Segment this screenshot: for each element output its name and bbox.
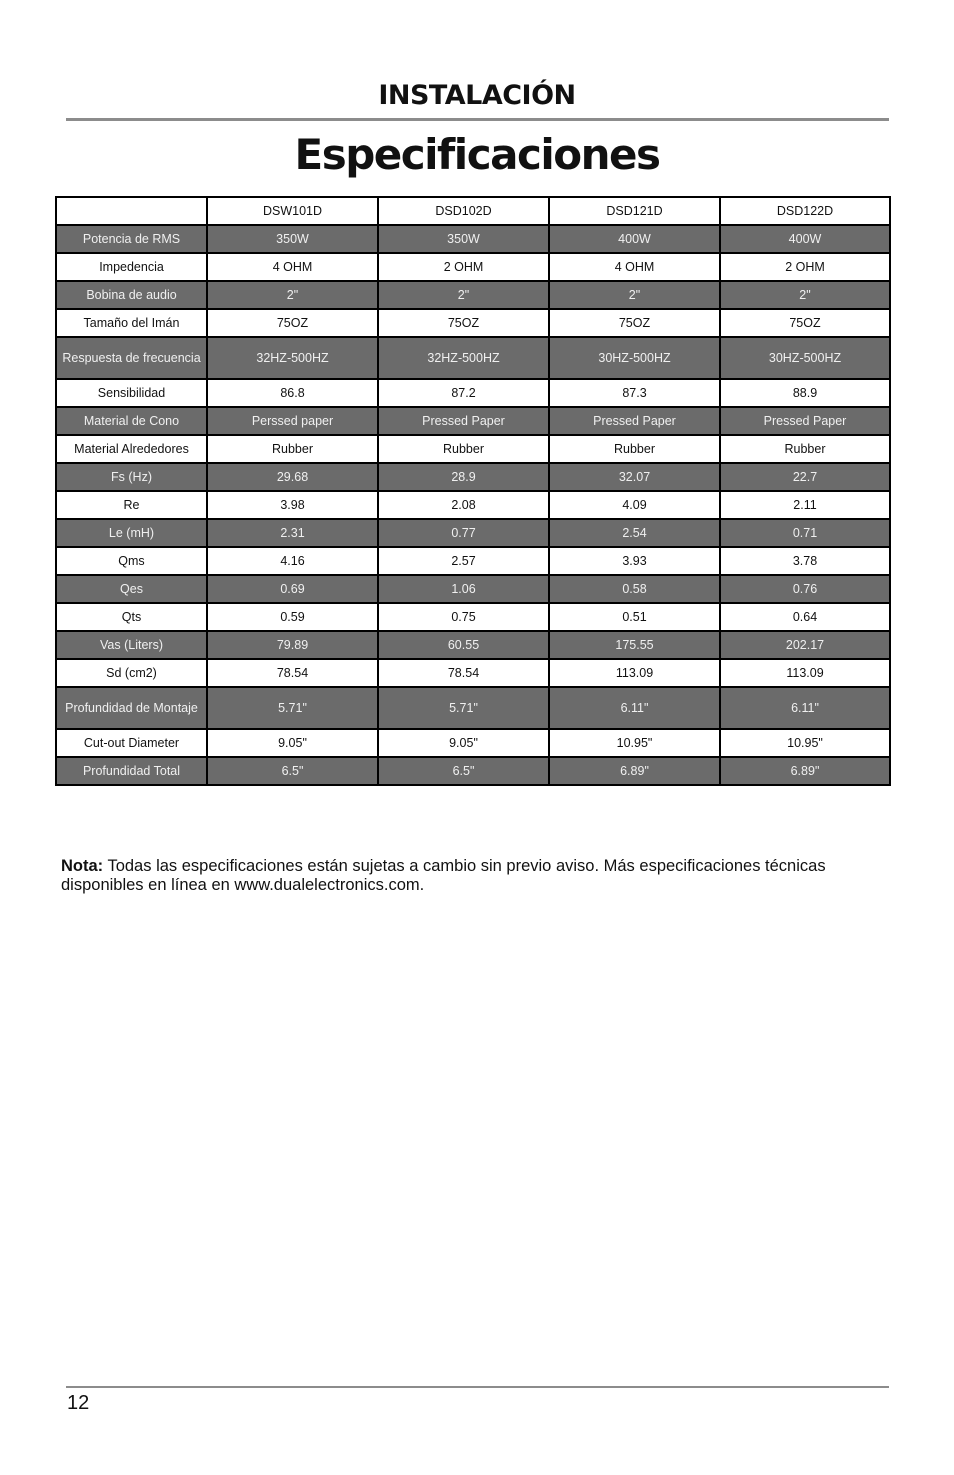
table-cell: 6.11"	[720, 687, 890, 729]
header-cell	[56, 197, 207, 225]
table-cell: Pressed Paper	[720, 407, 890, 435]
table-cell: 32HZ-500HZ	[378, 337, 549, 379]
row-label: Material Alrededores	[56, 435, 207, 463]
row-label: Le (mH)	[56, 519, 207, 547]
table-cell: 4.09	[549, 491, 720, 519]
table-row	[56, 491, 890, 519]
table-cell: Pressed Paper	[378, 407, 549, 435]
row-label: Respuesta de frecuencia	[56, 337, 207, 379]
table-row	[56, 687, 890, 729]
table-row	[56, 337, 890, 379]
table-cell: 0.51	[549, 603, 720, 631]
row-label: Qms	[56, 547, 207, 575]
row-label: Qes	[56, 575, 207, 603]
table-row	[56, 435, 890, 463]
table-cell: 75OZ	[207, 309, 378, 337]
table-cell: 1.06	[378, 575, 549, 603]
table-cell: 6.5"	[207, 757, 378, 785]
table-cell: 0.71	[720, 519, 890, 547]
table-row	[56, 729, 890, 757]
table-cell: 0.64	[720, 603, 890, 631]
table-row	[56, 281, 890, 309]
table-cell: 29.68	[207, 463, 378, 491]
table-cell: 350W	[378, 225, 549, 253]
row-label: Qts	[56, 603, 207, 631]
note	[61, 857, 861, 895]
table-cell: 78.54	[378, 659, 549, 687]
page-title: Especificaciones	[294, 130, 660, 179]
table-row	[56, 225, 890, 253]
table-cell: 2.31	[207, 519, 378, 547]
table-cell: 2.11	[720, 491, 890, 519]
table-cell: 87.2	[378, 379, 549, 407]
table-cell: 400W	[549, 225, 720, 253]
table-cell: 60.55	[378, 631, 549, 659]
table-cell: 0.59	[207, 603, 378, 631]
table-row	[56, 463, 890, 491]
table-row	[56, 379, 890, 407]
table-cell: 2 OHM	[720, 253, 890, 281]
table-cell: 0.76	[720, 575, 890, 603]
header-cell-model: DSD121D	[549, 197, 720, 225]
note-label: Nota:	[61, 857, 104, 875]
row-label: Potencia de RMS	[56, 225, 207, 253]
table-cell: 113.09	[720, 659, 890, 687]
table-cell: 2"	[378, 281, 549, 309]
table-cell: 4 OHM	[207, 253, 378, 281]
table-row	[56, 659, 890, 687]
table-header-row	[56, 197, 890, 225]
table-cell: Rubber	[378, 435, 549, 463]
specifications-table	[55, 196, 891, 786]
table-cell: 30HZ-500HZ	[720, 337, 890, 379]
table-cell: 32.07	[549, 463, 720, 491]
table-cell: 30HZ-500HZ	[549, 337, 720, 379]
table-cell: 22.7	[720, 463, 890, 491]
table-cell: 86.8	[207, 379, 378, 407]
table-cell: 400W	[720, 225, 890, 253]
table-cell: 350W	[207, 225, 378, 253]
table-cell: 32HZ-500HZ	[207, 337, 378, 379]
table-cell: Rubber	[720, 435, 890, 463]
row-label: Material de Cono	[56, 407, 207, 435]
table-row	[56, 253, 890, 281]
table-cell: 202.17	[720, 631, 890, 659]
table-row	[56, 309, 890, 337]
table-cell: Rubber	[207, 435, 378, 463]
table-cell: 75OZ	[720, 309, 890, 337]
table-cell: 113.09	[549, 659, 720, 687]
table-cell: 6.11"	[549, 687, 720, 729]
table-cell: 2.08	[378, 491, 549, 519]
table-cell: 3.98	[207, 491, 378, 519]
row-label: Sensibilidad	[56, 379, 207, 407]
table-row	[56, 407, 890, 435]
table-cell: 5.71"	[378, 687, 549, 729]
row-label: Cut-out Diameter	[56, 729, 207, 757]
table-cell: 87.3	[549, 379, 720, 407]
row-label: Profundidad de Montaje	[56, 687, 207, 729]
table-cell: 79.89	[207, 631, 378, 659]
table-cell: 10.95"	[549, 729, 720, 757]
row-label: Bobina de audio	[56, 281, 207, 309]
table-cell: 6.5"	[378, 757, 549, 785]
table-row	[56, 547, 890, 575]
table-cell: 0.77	[378, 519, 549, 547]
footer-divider	[66, 1386, 889, 1388]
table-cell: 2"	[207, 281, 378, 309]
table-cell: 10.95"	[720, 729, 890, 757]
table-cell: 0.58	[549, 575, 720, 603]
row-label: Tamaño del Imán	[56, 309, 207, 337]
table-cell: 78.54	[207, 659, 378, 687]
page-number: 12	[67, 1392, 90, 1414]
header-cell-model: DSD122D	[720, 197, 890, 225]
table-cell: 6.89"	[720, 757, 890, 785]
header-cell-model: DSD102D	[378, 197, 549, 225]
note-text: Todas las especificaciones están sujetas a cambio sin previo aviso. Más especificaciones técnicas disponibles en línea en www.dualelectronics.com.	[61, 857, 826, 894]
table-row	[56, 519, 890, 547]
table-cell: 3.78	[720, 547, 890, 575]
table-cell: 4.16	[207, 547, 378, 575]
row-label: Vas (Liters)	[56, 631, 207, 659]
header-divider	[66, 118, 889, 121]
table-cell: 2"	[549, 281, 720, 309]
table-cell: 2.54	[549, 519, 720, 547]
table-cell: 28.9	[378, 463, 549, 491]
table-cell: 2"	[720, 281, 890, 309]
table-cell: 9.05"	[378, 729, 549, 757]
table-cell: Rubber	[549, 435, 720, 463]
section-title: INSTALACIÓN	[378, 80, 576, 111]
table-cell: 0.75	[378, 603, 549, 631]
row-label: Profundidad Total	[56, 757, 207, 785]
row-label: Sd (cm2)	[56, 659, 207, 687]
row-label: Impedencia	[56, 253, 207, 281]
table-cell: 88.9	[720, 379, 890, 407]
table-row	[56, 603, 890, 631]
row-label: Re	[56, 491, 207, 519]
table-cell: 75OZ	[549, 309, 720, 337]
table-row	[56, 575, 890, 603]
table-row	[56, 757, 890, 785]
table-cell: 3.93	[549, 547, 720, 575]
table-cell: 175.55	[549, 631, 720, 659]
row-label: Fs (Hz)	[56, 463, 207, 491]
table-cell: 2 OHM	[378, 253, 549, 281]
table-cell: 4 OHM	[549, 253, 720, 281]
table-row	[56, 631, 890, 659]
table-cell: 5.71"	[207, 687, 378, 729]
table-cell: 6.89"	[549, 757, 720, 785]
table-cell: 75OZ	[378, 309, 549, 337]
table-cell: 0.69	[207, 575, 378, 603]
header-cell-model: DSW101D	[207, 197, 378, 225]
specifications-table-body	[56, 197, 890, 785]
table-cell: 2.57	[378, 547, 549, 575]
table-cell: 9.05"	[207, 729, 378, 757]
table-cell: Perssed paper	[207, 407, 378, 435]
table-cell: Pressed Paper	[549, 407, 720, 435]
